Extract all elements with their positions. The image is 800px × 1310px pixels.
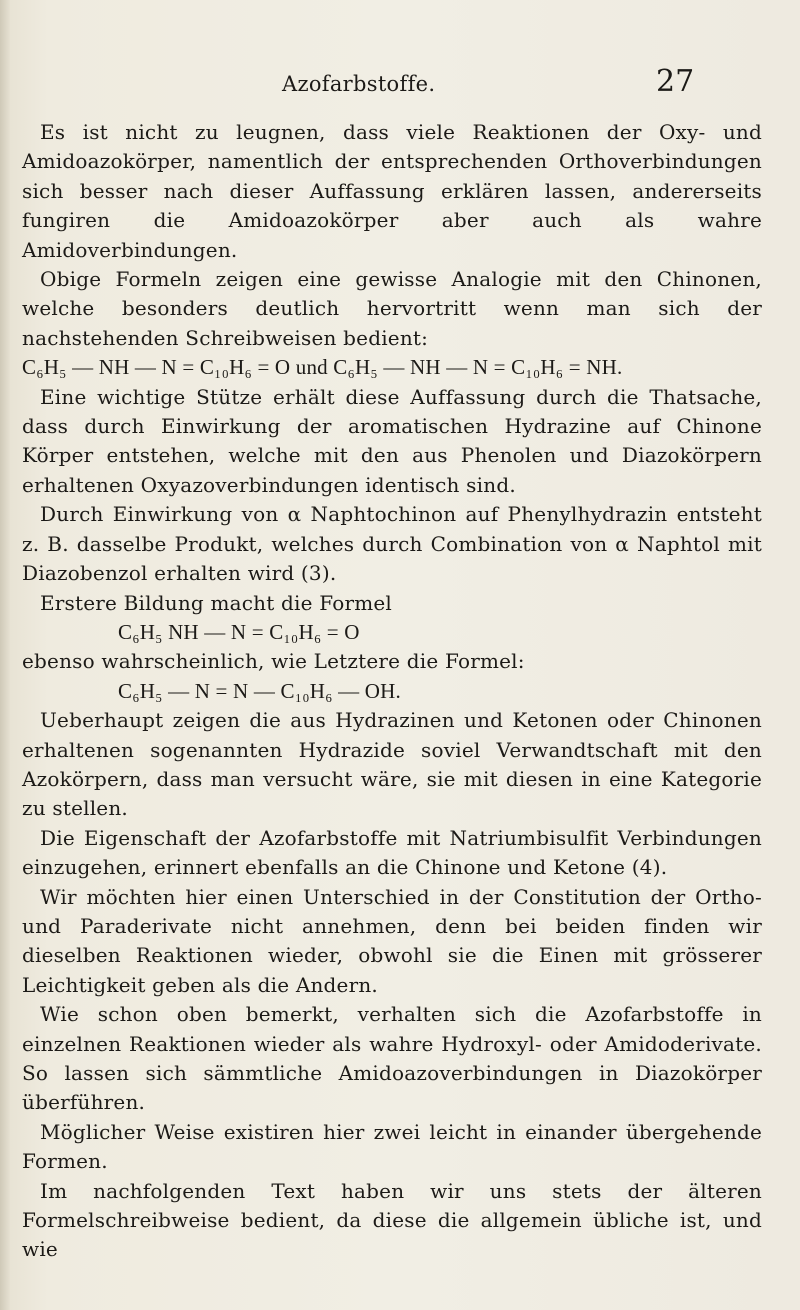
paragraph: Durch Einwirkung von α Naphtochinon auf Phenylhydrazin entsteht z. B. dasselbe Produkt, welches durch Combination von α Naphtol mit Diazobenzol erhalten wird (3). [22,502,762,586]
chemical-formula: C₆H₅ — NH — N = C₁₀H₆ = O und C₆H₅ — NH — N = C₁₀H₆ = NH. [22,355,623,380]
page-gutter-shadow [0,0,10,1310]
paragraph: Im nachfolgenden Text haben wir uns stets der älteren Formelschreibweise bedient, da diese die allgemein übliche ist, und wie [22,1178,762,1262]
paragraph: Wie schon oben bemerkt, verhalten sich die Azofarbstoffe in einzelnen Reaktionen wieder als wahre Hydroxyl- oder Amidoderivate. So lassen sich sämmtliche Amidoazoverbindungen in Diazokörper überführen. [22,1002,762,1115]
paragraph: Möglicher Weise existiren hier zwei leicht in einander übergehende Formen. [22,1119,762,1174]
paragraph: Es ist nicht zu leugnen, dass viele Reaktionen der Oxy- und Amidoazokörper, namentlich der entsprechenden Orthoverbindungen sich besser nach dieser Auffassung erklären lassen, andererseits fungiren die Amidoazokörper aber auch als wahre Amidoverbindungen. [22,120,762,262]
chemical-formula: C₆H₅ — N = N — C₁₀H₆ — OH. [118,678,401,703]
page-header [0,62,800,99]
body-text [22,118,762,1265]
paragraph: Wir möchten hier einen Unterschied in der Constitution der Ortho- und Paraderivate nicht annehmen, denn bei beiden finden wir dieselben Reaktionen wieder, obwohl sie die Einen mit grösserer Leichtigkeit geben als die Andern. [22,884,762,997]
running-title: Azofarbstoffe. [282,72,436,96]
paragraph: Erstere Bildung macht die Formel [40,590,393,615]
paragraph: Eine wichtige Stütze erhält diese Auffassung durch die Thatsache, dass durch Einwirkung der aromatischen Hydrazine auf Chinone Körper entstehen, welche mit den aus Phenolen und Diazokörpern erhaltenen Oxyazoverbindungen identisch sind. [22,384,762,497]
paragraph: ebenso wahrscheinlich, wie Letztere die Formel: [22,649,525,674]
paragraph: Die Eigenschaft der Azofarbstoffe mit Natriumbisulfit Verbindungen einzugehen, erinnert ebenfalls an die Chinone und Ketone (4). [22,825,762,880]
chemical-formula: C₆H₅ NH — N = C₁₀H₆ = O [118,619,360,644]
page-number: 27 [656,64,695,99]
paragraph: Ueberhaupt zeigen die aus Hydrazinen und Ketonen oder Chinonen erhaltenen sogenannten Hydrazide soviel Verwandtschaft mit den Azokörpern, dass man versucht wäre, sie mit diesen in eine Kategorie zu stellen. [22,708,762,821]
paragraph: Obige Formeln zeigen eine gewisse Analogie mit den Chinonen, welche besonders deutlich hervortritt wenn man sich der nachstehenden Schreibweisen bedient: [22,267,762,350]
